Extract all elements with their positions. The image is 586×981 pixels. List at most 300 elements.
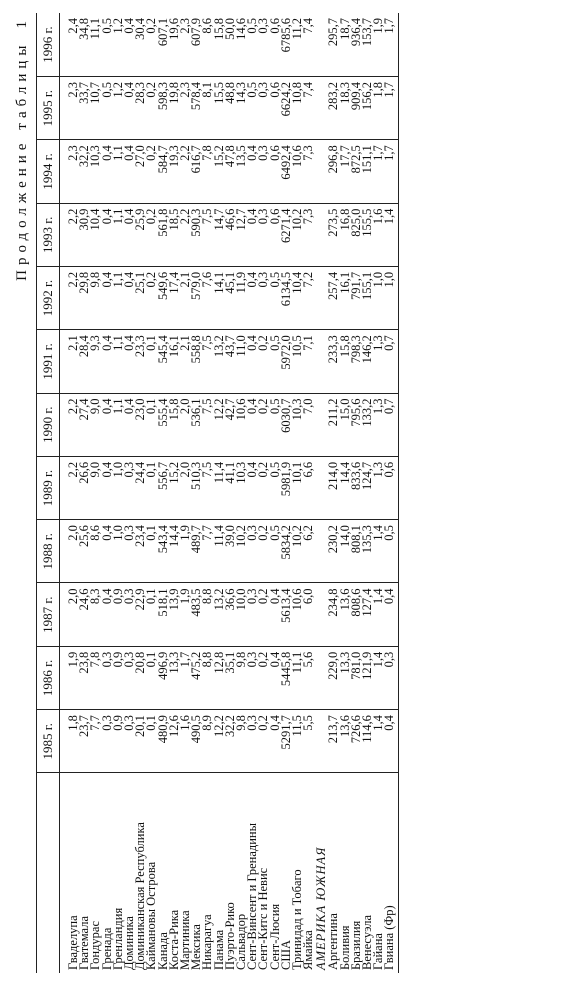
value-cell: 1,1 [113,393,124,456]
value-cell: 543,4 [158,520,169,583]
value-cell: 0,3 [102,710,113,773]
value-cell: 32,2 [225,710,236,773]
value-cell: 25,1 [135,266,146,329]
value-cell: 579,0 [191,266,202,329]
value-cell: 5981,9 [281,456,292,519]
value-cell: 14,7 [214,203,225,266]
value-cell: 133,2 [362,393,373,456]
value-cell: 833,6 [351,456,362,519]
value-cell: 15,0 [340,393,351,456]
value-cell: 0,4 [124,393,135,456]
table-row [303,13,314,973]
value-cell: 6,2 [303,520,314,583]
value-cell: 13,5 [236,140,247,203]
value-cell: 10,2 [236,520,247,583]
value-cell: 1,7 [384,140,398,203]
value-cell: 22,9 [135,583,146,646]
value-cell: 45,1 [225,266,236,329]
value-cell: 0,3 [247,646,258,709]
value-cell: 518,1 [158,583,169,646]
value-cell: 8,8 [202,646,213,709]
value-cell: 2,3 [60,140,80,203]
value-cell: 0,1 [146,583,157,646]
value-cell: 124,7 [362,456,373,519]
value-cell: 18,3 [340,76,351,139]
value-cell: 1,3 [373,393,384,456]
value-cell: 127,4 [362,583,373,646]
value-cell: 0,5 [270,456,281,519]
value-cell: 1,4 [373,710,384,773]
value-cell: 808,1 [351,520,362,583]
value-cell: 257,4 [328,266,339,329]
value-cell: 480,9 [158,710,169,773]
country-name: Гвиана (Фр) [384,773,398,973]
value-cell: 0,4 [247,393,258,456]
value-cell: 0,3 [124,456,135,519]
value-cell: 16,1 [340,266,351,329]
value-cell: 0,5 [270,330,281,393]
column-header-year: 1988 г. [37,520,60,583]
value-cell: 0,4 [270,710,281,773]
value-cell: 11,9 [236,266,247,329]
value-cell: 7,2 [303,266,314,329]
country-name: Коста-Рика [166,909,181,970]
value-cell: 13,2 [214,583,225,646]
value-cell: 0,4 [102,520,113,583]
value-cell: 0,3 [124,646,135,709]
country-name: Бразилия [348,920,363,970]
value-cell: 584,7 [158,140,169,203]
value-cell: 15,5 [214,76,225,139]
value-cell: 9,3 [90,330,101,393]
value-cell: 1,1 [113,140,124,203]
country-name: Пуэрто-Рико [222,902,237,970]
value-cell: 0,2 [258,583,269,646]
value-cell: 213,7 [328,710,339,773]
value-cell: 0,3 [102,646,113,709]
value-cell: 0,3 [247,583,258,646]
value-cell: 0,4 [270,583,281,646]
value-cell: 825,0 [351,203,362,266]
value-cell: 0,2 [146,140,157,203]
value-cell: 13,3 [340,646,351,709]
column-header-year: 1985 г. [37,710,60,773]
value-cell: 155,1 [362,266,373,329]
value-cell: 230,2 [328,520,339,583]
value-cell: 1,7 [384,13,398,76]
value-cell: 1,0 [113,456,124,519]
value-cell: 0,5 [270,266,281,329]
value-cell: 0,3 [124,520,135,583]
country-name: Гренада [99,927,114,970]
value-cell: 0,7 [384,330,398,393]
value-cell: 2,0 [180,393,191,456]
column-header-year: 1995 г. [37,76,60,139]
value-cell: 0,1 [146,456,157,519]
value-cell: 16,1 [169,330,180,393]
value-cell: 795,6 [351,393,362,456]
value-cell: 7,8 [202,140,213,203]
value-cell: 0,4 [102,266,113,329]
value-cell: 510,3 [191,456,202,519]
value-cell: 10,6 [292,140,303,203]
value-cell: 0,2 [146,203,157,266]
value-cell: 10,3 [90,140,101,203]
value-cell: 6785,6 [281,13,292,76]
value-cell: 2,3 [60,76,80,139]
value-cell: 10,6 [292,583,303,646]
value-cell: 14,3 [236,76,247,139]
column-header-country [37,773,60,973]
country-name: Гондурас [88,920,103,970]
value-cell: 0,3 [124,710,135,773]
value-cell: 2,0 [60,520,80,583]
value-cell: 2,2 [60,266,80,329]
value-cell: 1,4 [373,520,384,583]
value-cell: 0,3 [247,520,258,583]
value-cell: 0,4 [247,330,258,393]
value-cell: 0,5 [270,393,281,456]
value-cell: 1,1 [113,266,124,329]
value-cell: 28,3 [135,76,146,139]
value-cell: 2,3 [180,76,191,139]
value-cell: 1,6 [373,203,384,266]
value-cell: 6624,2 [281,76,292,139]
value-cell: 7,7 [90,710,101,773]
value-cell: 0,2 [258,330,269,393]
value-cell: 10,5 [292,330,303,393]
value-cell: 10,3 [292,393,303,456]
value-cell: 5291,7 [281,710,292,773]
value-cell: 10,0 [236,583,247,646]
country-name: Доминиканская Республика [133,822,148,970]
value-cell: 6,0 [303,583,314,646]
value-cell: 0,1 [146,393,157,456]
gdp-table [36,13,399,973]
value-cell: 1,1 [113,203,124,266]
value-cell: 19,6 [169,13,180,76]
value-cell: 296,8 [328,140,339,203]
country-name: Сент-Винсент и Гренадины [245,822,260,970]
value-cell: 0,4 [247,203,258,266]
value-cell: 11,4 [214,520,225,583]
value-cell: 2,1 [180,330,191,393]
value-cell: 0,5 [102,13,113,76]
value-cell: 2,2 [180,203,191,266]
value-cell: 1,8 [373,76,384,139]
value-cell: 30,4 [135,13,146,76]
value-cell: 1,4 [384,203,398,266]
value-cell: 23,0 [135,393,146,456]
value-cell: 7,3 [303,140,314,203]
column-header-year: 1992 г. [37,266,60,329]
value-cell: 153,7 [362,13,373,76]
value-cell: 726,6 [351,710,362,773]
value-cell: 1,8 [60,710,80,773]
value-cell: 8,3 [90,583,101,646]
value-cell: 2,2 [60,203,80,266]
value-cell: 0,4 [102,393,113,456]
value-cell: 1,2 [113,13,124,76]
value-cell: 29,8 [79,266,90,329]
value-cell: 0,2 [146,76,157,139]
value-cell: 114,6 [362,710,373,773]
value-cell: 10,2 [292,203,303,266]
column-header-year: 1990 г. [37,393,60,456]
value-cell: 14,1 [214,266,225,329]
value-cell: 11,0 [236,330,247,393]
value-cell: 0,2 [258,393,269,456]
value-cell: 10,4 [90,203,101,266]
value-cell: 0,4 [102,203,113,266]
country-name: Каймановы Острова [144,861,159,970]
value-cell: 872,5 [351,140,362,203]
value-cell: 46,6 [225,203,236,266]
column-header-year: 1991 г. [37,330,60,393]
column-header-year: 1994 г. [37,140,60,203]
value-cell: 211,2 [328,393,339,456]
value-cell: 8,6 [90,520,101,583]
value-cell: 0,3 [258,76,269,139]
value-cell: 2,2 [60,456,80,519]
value-cell: 0,9 [113,583,124,646]
value-cell: 41,1 [225,456,236,519]
value-cell: 598,3 [158,76,169,139]
value-cell: 27,4 [79,393,90,456]
value-cell: 7,8 [90,646,101,709]
value-cell: 13,6 [340,710,351,773]
value-cell: 616,7 [191,140,202,203]
value-cell: 12,7 [236,203,247,266]
value-cell: 7,5 [202,203,213,266]
value-cell: 24,4 [135,456,146,519]
value-cell: 556,7 [158,456,169,519]
value-cell: 1,7 [373,140,384,203]
value-cell: 30,9 [79,203,90,266]
value-cell: 0,6 [270,203,281,266]
value-cell: 7,5 [202,456,213,519]
value-cell: 0,6 [270,76,281,139]
country-name: Гайана [371,933,386,970]
value-cell: 0,4 [124,76,135,139]
value-cell: 1,3 [373,330,384,393]
value-cell: 0,4 [124,203,135,266]
value-cell: 0,4 [102,583,113,646]
value-cell: 15,2 [169,456,180,519]
value-cell: 607,1 [158,13,169,76]
value-cell: 1,0 [384,266,398,329]
table-body [60,13,399,973]
value-cell: 5613,4 [281,583,292,646]
value-cell: 483,5 [191,583,202,646]
value-cell: 12,8 [214,646,225,709]
value-cell: 15,2 [214,140,225,203]
value-cell: 0,3 [247,710,258,773]
value-cell: 2,2 [180,140,191,203]
column-header-year: 1989 г. [37,456,60,519]
value-cell: 10,2 [292,520,303,583]
value-cell: 35,1 [225,646,236,709]
country-name: Гваделупа [66,915,80,970]
value-cell: 13,9 [169,583,180,646]
value-cell: 34,8 [79,13,90,76]
value-cell: 6492,4 [281,140,292,203]
value-cell: 936,4 [351,13,362,76]
value-cell: 10,6 [236,393,247,456]
value-cell: 13,2 [214,330,225,393]
value-cell: 1,0 [373,266,384,329]
value-cell: 496,9 [158,646,169,709]
value-cell: 0,3 [258,266,269,329]
value-cell: 549,6 [158,266,169,329]
table-number: 1 [14,21,30,29]
value-cell: 558,8 [191,330,202,393]
value-cell: 28,4 [79,330,90,393]
value-cell: 0,9 [113,710,124,773]
value-cell: 7,5 [202,393,213,456]
value-cell: 1,9 [180,583,191,646]
value-cell: 155,5 [362,203,373,266]
column-header-year: 1996 г. [37,13,60,76]
value-cell: 15,8 [340,330,351,393]
value-cell: 0,5 [247,76,258,139]
value-cell: 0,7 [384,393,398,456]
value-cell: 7,4 [303,76,314,139]
value-cell: 13,6 [340,583,351,646]
value-cell: 0,2 [258,520,269,583]
value-cell: 0,3 [258,203,269,266]
value-cell: 6271,4 [281,203,292,266]
value-cell: 0,4 [102,330,113,393]
country-name: Канада [155,932,170,970]
value-cell: 42,7 [225,393,236,456]
value-cell: 25,6 [79,520,90,583]
value-cell: 7,4 [303,13,314,76]
value-cell: 48,8 [225,76,236,139]
value-cell: 9,0 [90,393,101,456]
value-cell: 0,4 [124,330,135,393]
country-name: Сент-Люсия [267,903,282,970]
value-cell: 2,1 [180,266,191,329]
value-cell: 0,3 [384,646,398,709]
value-cell: 0,4 [384,710,398,773]
country-name: Панама [211,929,226,970]
value-cell: 12,6 [169,710,180,773]
country-name: Сальвадор [234,913,249,970]
value-cell: 283,2 [328,76,339,139]
value-cell: 6030,7 [281,393,292,456]
country-name: Аргентина [326,913,341,970]
value-cell: 536,1 [191,393,202,456]
country-name: Доминика [122,916,137,970]
value-cell: 578,4 [191,76,202,139]
value-cell: 11,1 [292,646,303,709]
value-cell: 36,6 [225,583,236,646]
value-cell: 14,6 [236,13,247,76]
page-header [14,21,31,981]
value-cell: 0,4 [247,266,258,329]
value-cell: 0,3 [258,140,269,203]
value-cell: 15,8 [214,13,225,76]
value-cell: 0,2 [146,266,157,329]
value-cell: 0,4 [247,456,258,519]
value-cell: 23,3 [135,330,146,393]
value-cell: 1,7 [384,76,398,139]
value-cell: 25,9 [135,203,146,266]
value-cell: 489,7 [191,520,202,583]
value-cell: 18,7 [340,13,351,76]
value-cell: 47,8 [225,140,236,203]
value-cell: 0,4 [384,583,398,646]
value-cell: 1,0 [113,520,124,583]
value-cell: 2,3 [180,13,191,76]
value-cell: 1,9 [60,646,80,709]
value-cell: 0,1 [146,710,157,773]
value-cell: 10,3 [236,456,247,519]
value-cell: 0,4 [102,456,113,519]
value-cell: 23,8 [79,646,90,709]
value-cell: 7,6 [202,266,213,329]
country-name: Никарагуа [200,914,215,970]
value-cell: 10,1 [292,456,303,519]
value-cell: 13,3 [169,646,180,709]
section-title-text: АМЕРИКА ЮЖНАЯ [313,846,328,970]
value-cell: 19,8 [169,76,180,139]
value-cell: 1,4 [373,583,384,646]
value-cell: 9,0 [90,456,101,519]
value-cell: 32,2 [79,140,90,203]
value-cell: 50,0 [225,13,236,76]
value-cell: 475,2 [191,646,202,709]
value-cell: 0,2 [258,456,269,519]
value-cell: 9,8 [90,266,101,329]
value-cell: 11,5 [292,710,303,773]
value-cell: 0,6 [384,456,398,519]
value-cell: 0,6 [270,140,281,203]
country-name: Гватемала [77,916,92,970]
country-name: Венесуэла [360,915,375,970]
value-cell: 0,1 [146,646,157,709]
value-cell: 24,6 [79,583,90,646]
country-name: США [278,940,293,970]
table-row [384,13,398,973]
value-cell: 23,7 [79,710,90,773]
value-cell: 0,4 [102,140,113,203]
value-cell: 135,3 [362,520,373,583]
column-header-year: 1986 г. [37,646,60,709]
value-cell: 156,2 [362,76,373,139]
value-cell: 27,0 [135,140,146,203]
value-cell: 607,9 [191,13,202,76]
value-cell: 0,5 [270,520,281,583]
value-cell: 7,3 [303,203,314,266]
value-cell: 14,4 [169,520,180,583]
value-cell: 234,8 [328,583,339,646]
value-cell: 0,3 [124,583,135,646]
value-cell: 214,0 [328,456,339,519]
value-cell: 1,9 [180,520,191,583]
value-cell: 19,3 [169,140,180,203]
value-cell: 0,9 [113,646,124,709]
value-cell: 146,2 [362,330,373,393]
value-cell: 1,3 [373,456,384,519]
value-cell: 11,4 [214,456,225,519]
value-cell: 11,2 [292,13,303,76]
column-header-year: 1993 г. [37,203,60,266]
value-cell: 0,5 [247,13,258,76]
value-cell: 5834,2 [281,520,292,583]
value-cell: 2,4 [60,13,80,76]
